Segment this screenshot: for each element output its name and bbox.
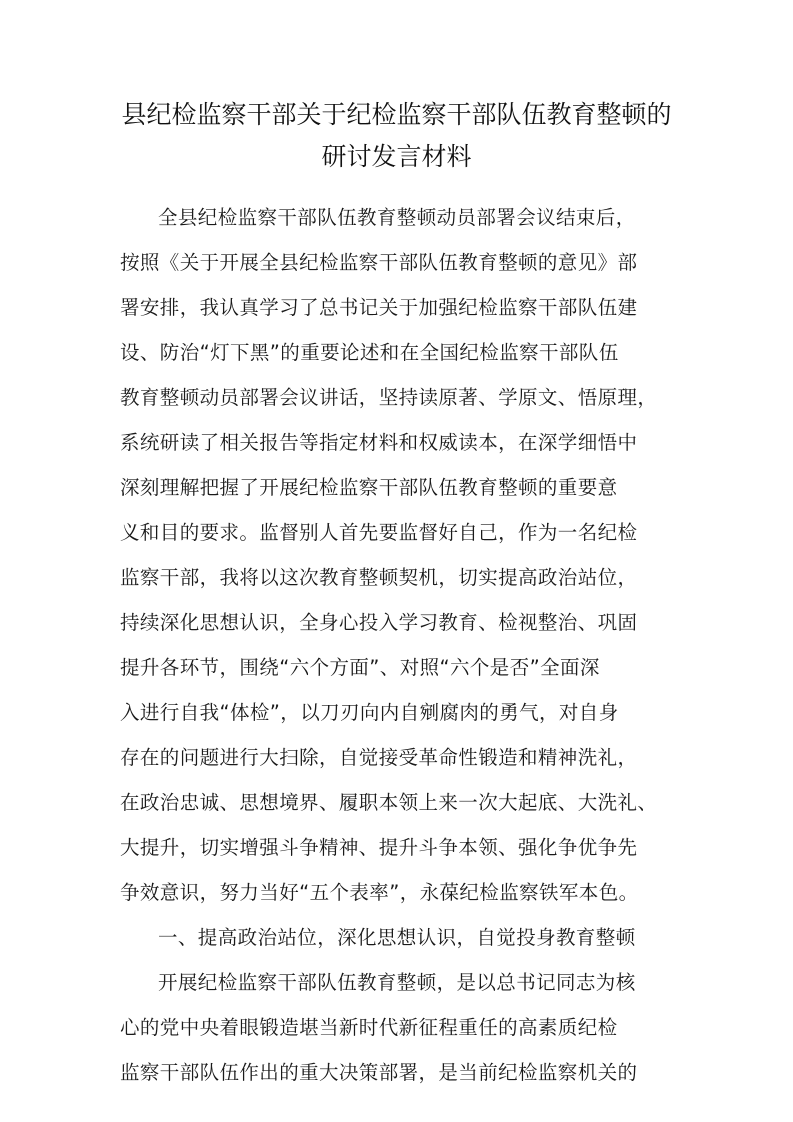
body-line-5: 教育整顿动员部署会议讲话，坚持读原著、学原文、悟原理， <box>120 386 658 409</box>
document-title-line-2: 研讨发言材料 <box>321 142 472 171</box>
body-line-19: 心的党中央着眼锻造堪当新时代新征程重任的高素质纪检 <box>120 1016 618 1039</box>
body-line-12: 入进行自我“体检”，以刀刃向内自剜腐肉的勇气，对自身 <box>120 701 619 724</box>
body-line-10: 持续深化思想认识，全身心投入学习教育、检视整治、巩固 <box>120 611 638 634</box>
body-line-16: 争效意识，努力当好“五个表率”，永葆纪检监察铁军本色。 <box>120 881 639 904</box>
body-line-6: 系统研读了相关报告等指定材料和权威读本，在深学细悟中 <box>120 431 638 454</box>
section-heading-1: 一、提高政治站位，深化思想认识，自觉投身教育整顿 <box>158 926 636 949</box>
body-line-20: 监察干部队伍作出的重大决策部署，是当前纪检监察机关的 <box>120 1061 638 1084</box>
body-line-14: 在政治忠诚、思想境界、履职本领上来一次大起底、大洗礼、 <box>120 791 658 814</box>
body-line-18: 开展纪检监察干部队伍教育整顿，是以总书记同志为核 <box>158 971 636 994</box>
body-line-3: 署安排，我认真学习了总书记关于加强纪检监察干部队伍建 <box>120 296 638 319</box>
body-line-15: 大提升，切实增强斗争精神、提升斗争本领、强化争优争先 <box>120 836 638 859</box>
body-line-7: 深刻理解把握了开展纪检监察干部队伍教育整顿的重要意 <box>120 476 618 499</box>
document-title-line-1: 县纪检监察干部关于纪检监察干部队伍教育整顿的 <box>121 100 672 129</box>
body-line-11: 提升各环节，围绕“六个方面”、对照“六个是否”全面深 <box>120 656 600 679</box>
body-line-13: 存在的问题进行大扫除，自觉接受革命性锻造和精神洗礼， <box>120 746 638 769</box>
body-line-1: 全县纪检监察干部队伍教育整顿动员部署会议结束后， <box>158 206 636 229</box>
body-line-2: 按照《关于开展全县纪检监察干部队伍教育整顿的意见》部 <box>120 251 638 274</box>
body-line-8: 义和目的要求。监督别人首先要监督好自己，作为一名纪检 <box>120 521 638 544</box>
body-line-9: 监察干部，我将以这次教育整顿契机，切实提高政治站位， <box>120 566 638 589</box>
body-line-4: 设、防治“灯下黑”的重要论述和在全国纪检监察干部队伍 <box>120 341 619 364</box>
